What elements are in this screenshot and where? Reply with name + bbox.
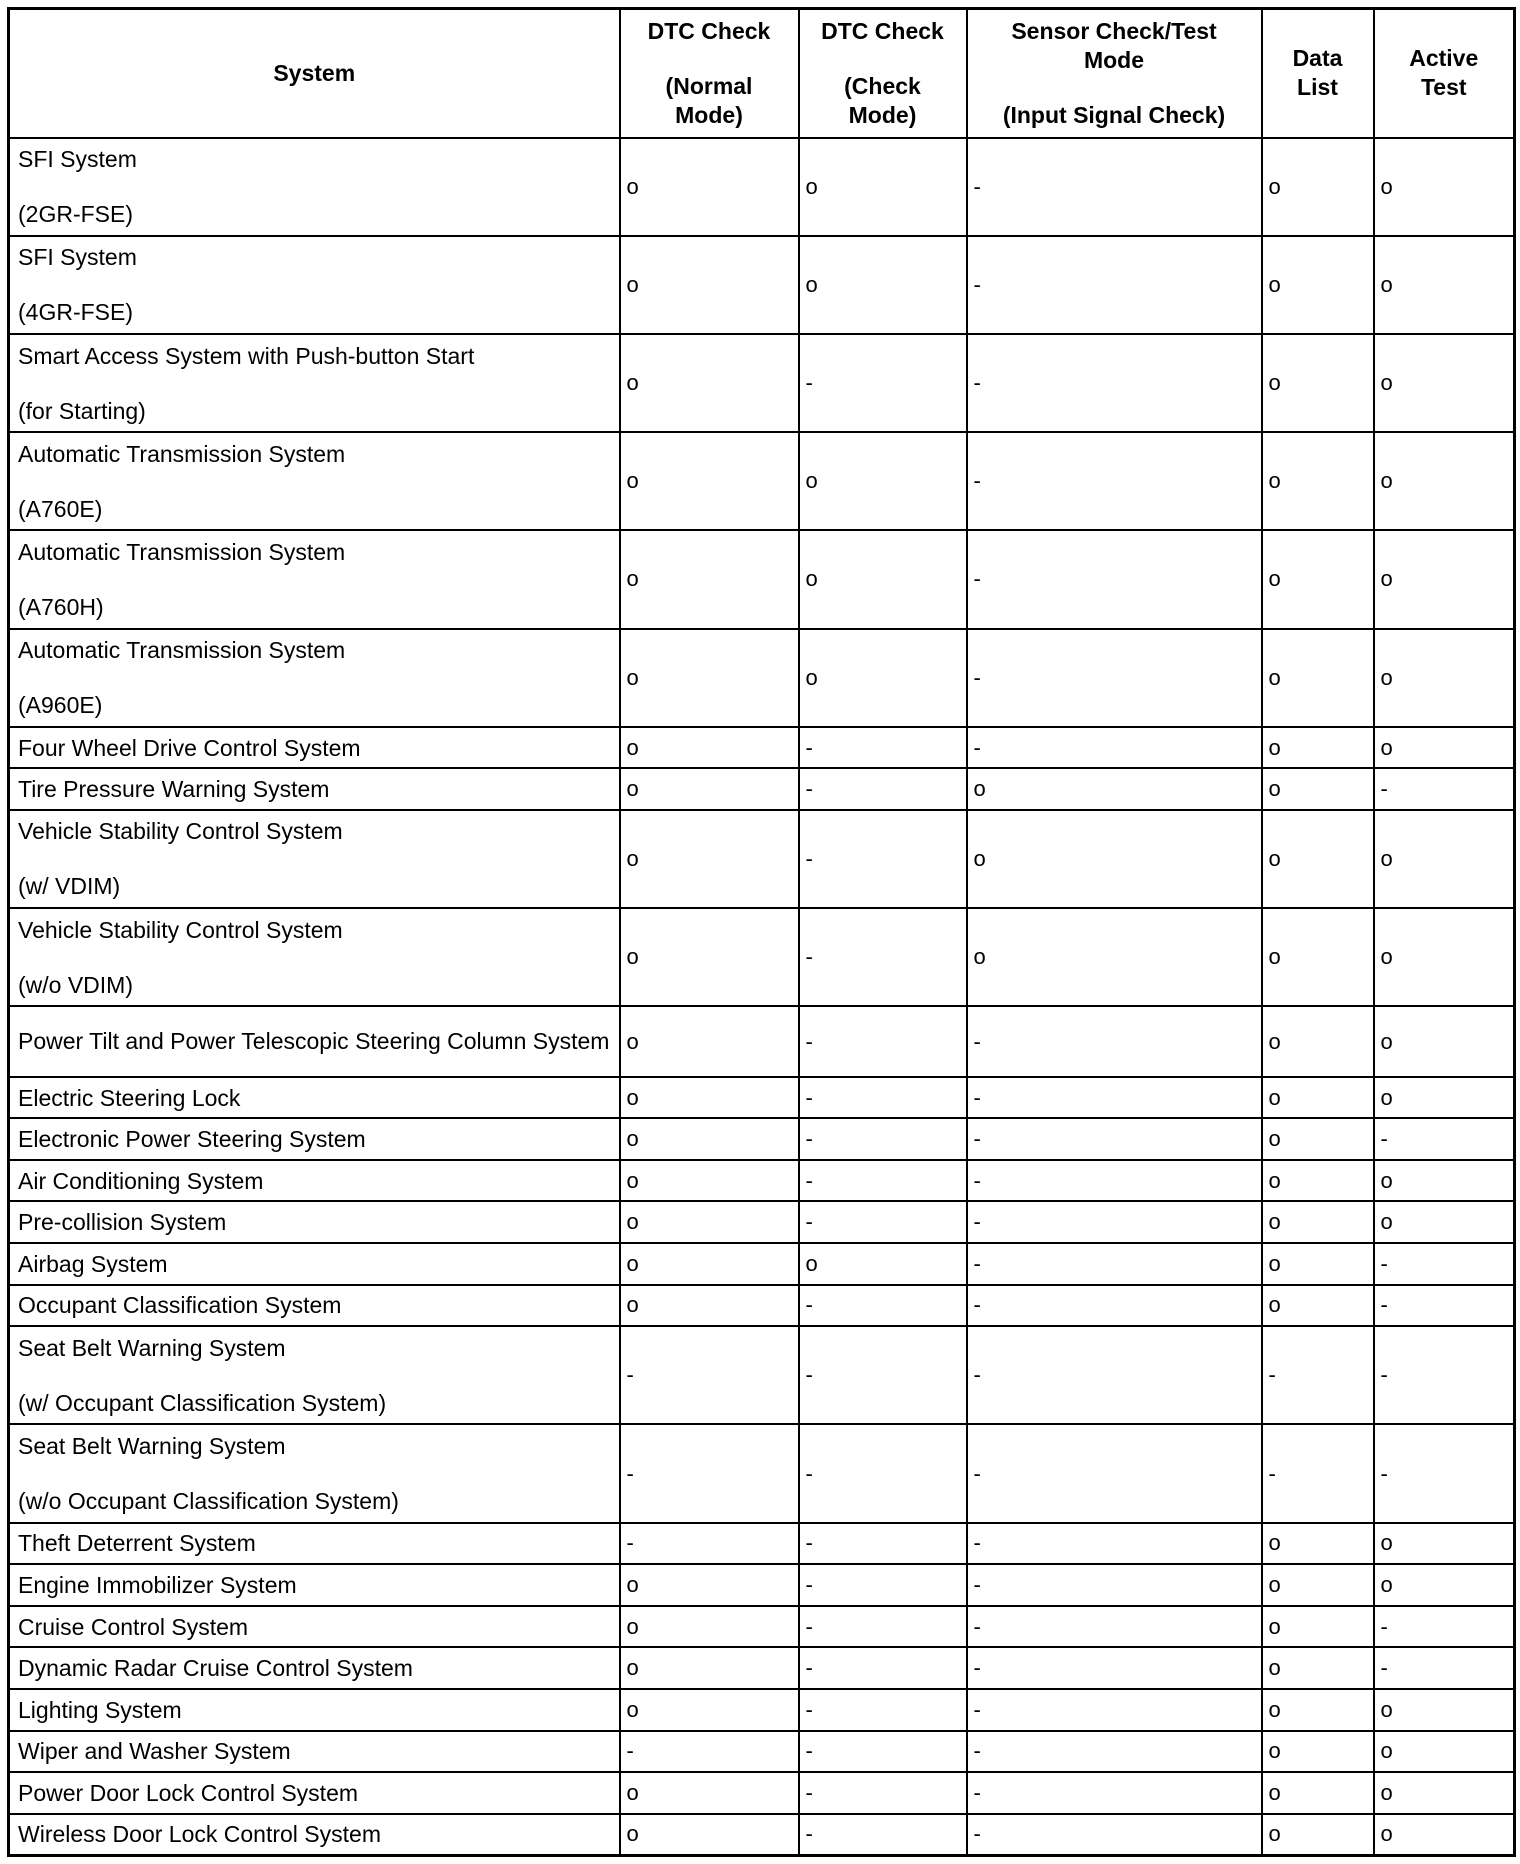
data-list-cell: o	[1262, 1201, 1374, 1243]
table-row	[9, 629, 1515, 727]
dtc-normal-cell: -	[620, 1523, 799, 1565]
active-test-cell: o	[1374, 236, 1515, 334]
dtc-normal-cell: o	[620, 138, 799, 236]
table-row	[9, 1523, 1515, 1565]
system-name: SFI System	[18, 244, 137, 271]
data-list-cell: -	[1262, 1326, 1374, 1424]
system-name-cell	[9, 530, 620, 628]
sensor-check-cell: -	[967, 1326, 1262, 1424]
table-row	[9, 1006, 1515, 1076]
system-name-cell	[9, 1772, 620, 1814]
system-name: Power Tilt and Power Telescopic Steering Column System	[18, 1028, 610, 1055]
sensor-check-cell: -	[967, 1772, 1262, 1814]
system-name-cell	[9, 334, 620, 432]
active-test-cell: o	[1374, 1814, 1515, 1856]
sensor-check-cell: -	[967, 629, 1262, 727]
dtc-check-cell: -	[799, 1689, 967, 1731]
system-name: Seat Belt Warning System	[18, 1433, 286, 1460]
sensor-check-cell: -	[967, 727, 1262, 769]
dtc-check-cell: -	[799, 1326, 967, 1424]
dtc-normal-cell: o	[620, 1772, 799, 1814]
system-name-cell	[9, 1647, 620, 1689]
system-name: Vehicle Stability Control System	[18, 916, 343, 943]
sensor-check-cell: -	[967, 1160, 1262, 1202]
dtc-check-cell: o	[799, 629, 967, 727]
active-test-cell: o	[1374, 1564, 1515, 1606]
system-variant: (A760E)	[18, 495, 103, 522]
system-variant: (w/o VDIM)	[18, 971, 133, 998]
table-row	[9, 1689, 1515, 1731]
dtc-check-cell: -	[799, 908, 967, 1006]
data-list-cell: o	[1262, 768, 1374, 810]
data-list-cell: o	[1262, 1118, 1374, 1160]
system-name-cell	[9, 138, 620, 236]
sensor-check-cell: -	[967, 1285, 1262, 1327]
system-name: Engine Immobilizer System	[18, 1571, 297, 1598]
system-name-cell	[9, 629, 620, 727]
dtc-check-cell: o	[799, 530, 967, 628]
data-list-cell: o	[1262, 1731, 1374, 1773]
active-test-cell: -	[1374, 1285, 1515, 1327]
dtc-normal-cell: o	[620, 1160, 799, 1202]
active-test-cell: o	[1374, 334, 1515, 432]
dtc-check-cell: -	[799, 1077, 967, 1119]
system-name: Dynamic Radar Cruise Control System	[18, 1655, 413, 1682]
system-variant: (4GR-FSE)	[18, 299, 133, 326]
table-row	[9, 1077, 1515, 1119]
table-row	[9, 138, 1515, 236]
dtc-normal-cell: o	[620, 1285, 799, 1327]
system-name-cell	[9, 1424, 620, 1522]
system-variant: (for Starting)	[18, 397, 146, 424]
table-row	[9, 1243, 1515, 1285]
sensor-check-cell: -	[967, 1689, 1262, 1731]
table-row	[9, 1285, 1515, 1327]
dtc-normal-cell: -	[620, 1326, 799, 1424]
dtc-check-cell: -	[799, 1647, 967, 1689]
active-test-cell: -	[1374, 1243, 1515, 1285]
dtc-check-cell: -	[799, 334, 967, 432]
active-test-cell: o	[1374, 1523, 1515, 1565]
active-test-cell: o	[1374, 432, 1515, 530]
dtc-normal-cell: o	[620, 1564, 799, 1606]
table-row	[9, 432, 1515, 530]
system-name: Theft Deterrent System	[18, 1530, 256, 1557]
dtc-check-cell: o	[799, 138, 967, 236]
system-name-cell	[9, 1160, 620, 1202]
sensor-check-cell: -	[967, 1523, 1262, 1565]
table-row	[9, 1647, 1515, 1689]
dtc-check-cell: o	[799, 1243, 967, 1285]
table-row	[9, 1424, 1515, 1522]
dtc-normal-cell: o	[620, 530, 799, 628]
sensor-check-cell: -	[967, 334, 1262, 432]
sensor-check-cell: o	[967, 810, 1262, 908]
system-name-cell	[9, 1564, 620, 1606]
table-body	[9, 138, 1515, 1856]
system-name: Air Conditioning System	[18, 1167, 264, 1194]
system-function-table	[7, 7, 1516, 1857]
dtc-normal-cell: o	[620, 1201, 799, 1243]
dtc-check-cell: -	[799, 1814, 967, 1856]
system-variant: (w/ VDIM)	[18, 873, 121, 900]
dtc-normal-cell: o	[620, 1118, 799, 1160]
dtc-check-cell: -	[799, 1118, 967, 1160]
sensor-check-cell: -	[967, 1564, 1262, 1606]
dtc-normal-cell: o	[620, 1077, 799, 1119]
sensor-check-cell: -	[967, 530, 1262, 628]
dtc-normal-cell: o	[620, 768, 799, 810]
active-test-cell: o	[1374, 138, 1515, 236]
system-name-cell	[9, 236, 620, 334]
active-test-cell: o	[1374, 908, 1515, 1006]
system-name: Cruise Control System	[18, 1613, 249, 1640]
active-test-cell: -	[1374, 1118, 1515, 1160]
data-list-cell: o	[1262, 1772, 1374, 1814]
dtc-check-cell: -	[799, 1424, 967, 1522]
dtc-check-cell: -	[799, 810, 967, 908]
system-name: Wireless Door Lock Control System	[18, 1821, 381, 1848]
dtc-check-cell: -	[799, 1160, 967, 1202]
dtc-normal-cell: o	[620, 236, 799, 334]
table-row	[9, 530, 1515, 628]
system-name: Tire Pressure Warning System	[18, 776, 330, 803]
system-name-cell	[9, 1814, 620, 1856]
data-list-cell: o	[1262, 1006, 1374, 1076]
active-test-cell: o	[1374, 1731, 1515, 1773]
data-list-cell: o	[1262, 727, 1374, 769]
dtc-normal-cell: o	[620, 334, 799, 432]
table-row	[9, 1772, 1515, 1814]
sensor-check-cell: -	[967, 432, 1262, 530]
system-name-cell	[9, 1689, 620, 1731]
dtc-check-cell: -	[799, 1731, 967, 1773]
system-name-cell	[9, 1285, 620, 1327]
system-name: Smart Access System with Push-button Start	[18, 342, 475, 369]
dtc-normal-cell: o	[620, 908, 799, 1006]
active-test-cell: o	[1374, 810, 1515, 908]
dtc-check-cell: o	[799, 432, 967, 530]
active-test-cell: o	[1374, 1006, 1515, 1076]
system-name-cell	[9, 1201, 620, 1243]
sensor-check-cell: -	[967, 1077, 1262, 1119]
dtc-normal-cell: o	[620, 810, 799, 908]
table-row	[9, 236, 1515, 334]
data-list-cell: o	[1262, 334, 1374, 432]
system-name: Automatic Transmission System	[18, 538, 346, 565]
dtc-normal-cell: -	[620, 1731, 799, 1773]
system-name: SFI System	[18, 146, 137, 173]
header-system: System	[9, 9, 620, 138]
table-row	[9, 1326, 1515, 1424]
data-list-cell: o	[1262, 629, 1374, 727]
active-test-cell: o	[1374, 727, 1515, 769]
system-name: Vehicle Stability Control System	[18, 818, 343, 845]
system-name: Pre-collision System	[18, 1209, 227, 1236]
system-name: Electric Steering Lock	[18, 1084, 241, 1111]
system-name: Occupant Classification System	[18, 1292, 342, 1319]
active-test-cell: -	[1374, 1424, 1515, 1522]
data-list-cell: o	[1262, 138, 1374, 236]
dtc-check-cell: o	[799, 236, 967, 334]
dtc-normal-cell: o	[620, 1689, 799, 1731]
system-variant: (2GR-FSE)	[18, 201, 133, 228]
dtc-normal-cell: o	[620, 1814, 799, 1856]
header-dtc-normal: DTC Check (Normal Mode)	[620, 9, 799, 138]
active-test-cell: o	[1374, 1689, 1515, 1731]
system-name-cell	[9, 908, 620, 1006]
table-row	[9, 727, 1515, 769]
system-name: Automatic Transmission System	[18, 637, 346, 664]
active-test-cell: o	[1374, 530, 1515, 628]
active-test-cell: o	[1374, 629, 1515, 727]
dtc-check-cell: -	[799, 768, 967, 810]
dtc-normal-cell: o	[620, 432, 799, 530]
data-list-cell: o	[1262, 1606, 1374, 1648]
table-row	[9, 768, 1515, 810]
data-list-cell: o	[1262, 1285, 1374, 1327]
system-name-cell	[9, 1606, 620, 1648]
header-dtc-check: DTC Check (Check Mode)	[799, 9, 967, 138]
data-list-cell: o	[1262, 1160, 1374, 1202]
system-name-cell	[9, 810, 620, 908]
sensor-check-cell: -	[967, 1424, 1262, 1522]
system-variant: (A760H)	[18, 593, 104, 620]
sensor-check-cell: -	[967, 1118, 1262, 1160]
data-list-cell: o	[1262, 1814, 1374, 1856]
dtc-check-cell: -	[799, 1606, 967, 1648]
data-list-cell: o	[1262, 810, 1374, 908]
data-list-cell: o	[1262, 908, 1374, 1006]
table-row	[9, 1160, 1515, 1202]
table-row	[9, 1606, 1515, 1648]
system-name-cell	[9, 1523, 620, 1565]
data-list-cell: o	[1262, 1647, 1374, 1689]
table-row	[9, 1814, 1515, 1856]
data-list-cell: o	[1262, 432, 1374, 530]
dtc-normal-cell: o	[620, 629, 799, 727]
table-row	[9, 908, 1515, 1006]
system-name-cell	[9, 1077, 620, 1119]
system-name-cell	[9, 432, 620, 530]
data-list-cell: o	[1262, 1564, 1374, 1606]
dtc-normal-cell: o	[620, 727, 799, 769]
system-name-cell	[9, 1006, 620, 1076]
sensor-check-cell: -	[967, 1606, 1262, 1648]
system-name: Airbag System	[18, 1250, 168, 1277]
system-name: Wiper and Washer System	[18, 1738, 291, 1765]
active-test-cell: -	[1374, 1647, 1515, 1689]
active-test-cell: -	[1374, 768, 1515, 810]
sensor-check-cell: -	[967, 138, 1262, 236]
data-list-cell: o	[1262, 1243, 1374, 1285]
data-list-cell: o	[1262, 1523, 1374, 1565]
active-test-cell: -	[1374, 1606, 1515, 1648]
header-row	[9, 9, 1515, 138]
system-name-cell	[9, 1243, 620, 1285]
system-name: Seat Belt Warning System	[18, 1334, 286, 1361]
system-variant: (w/ Occupant Classification System)	[18, 1389, 387, 1416]
sensor-check-cell: -	[967, 1647, 1262, 1689]
sensor-check-cell: o	[967, 908, 1262, 1006]
data-list-cell: o	[1262, 236, 1374, 334]
active-test-cell: o	[1374, 1077, 1515, 1119]
dtc-normal-cell: o	[620, 1647, 799, 1689]
system-name-cell	[9, 768, 620, 810]
dtc-normal-cell: -	[620, 1424, 799, 1522]
sensor-check-cell: -	[967, 1731, 1262, 1773]
active-test-cell: -	[1374, 1326, 1515, 1424]
sensor-check-cell: -	[967, 1006, 1262, 1076]
table-row	[9, 810, 1515, 908]
table-row	[9, 1731, 1515, 1773]
sensor-check-cell: -	[967, 1243, 1262, 1285]
header-data-list: Data List	[1262, 9, 1374, 138]
system-name-cell	[9, 1118, 620, 1160]
system-name-cell	[9, 1326, 620, 1424]
system-name: Power Door Lock Control System	[18, 1779, 359, 1806]
system-name: Automatic Transmission System	[18, 440, 346, 467]
header-active-test: Active Test	[1374, 9, 1515, 138]
data-list-cell: -	[1262, 1424, 1374, 1522]
sensor-check-cell: -	[967, 1201, 1262, 1243]
dtc-check-cell: -	[799, 1564, 967, 1606]
table-row	[9, 334, 1515, 432]
system-variant: (w/o Occupant Classification System)	[18, 1488, 399, 1515]
table-row	[9, 1118, 1515, 1160]
header-sensor-check: Sensor Check/Test Mode (Input Signal Check)	[967, 9, 1262, 138]
active-test-cell: o	[1374, 1772, 1515, 1814]
table-row	[9, 1201, 1515, 1243]
dtc-check-cell: -	[799, 727, 967, 769]
active-test-cell: o	[1374, 1201, 1515, 1243]
system-name-cell	[9, 1731, 620, 1773]
active-test-cell: o	[1374, 1160, 1515, 1202]
system-name: Electronic Power Steering System	[18, 1126, 366, 1153]
dtc-check-cell: -	[799, 1772, 967, 1814]
dtc-normal-cell: o	[620, 1006, 799, 1076]
sensor-check-cell: o	[967, 768, 1262, 810]
data-list-cell: o	[1262, 1077, 1374, 1119]
dtc-check-cell: -	[799, 1201, 967, 1243]
system-variant: (A960E)	[18, 692, 103, 719]
sensor-check-cell: -	[967, 236, 1262, 334]
system-name: Four Wheel Drive Control System	[18, 734, 361, 761]
data-list-cell: o	[1262, 530, 1374, 628]
system-name-cell	[9, 727, 620, 769]
sensor-check-cell: -	[967, 1814, 1262, 1856]
dtc-normal-cell: o	[620, 1606, 799, 1648]
table-row	[9, 1564, 1515, 1606]
dtc-check-cell: -	[799, 1285, 967, 1327]
data-list-cell: o	[1262, 1689, 1374, 1731]
dtc-check-cell: -	[799, 1006, 967, 1076]
dtc-normal-cell: o	[620, 1243, 799, 1285]
dtc-check-cell: -	[799, 1523, 967, 1565]
system-name: Lighting System	[18, 1696, 182, 1723]
